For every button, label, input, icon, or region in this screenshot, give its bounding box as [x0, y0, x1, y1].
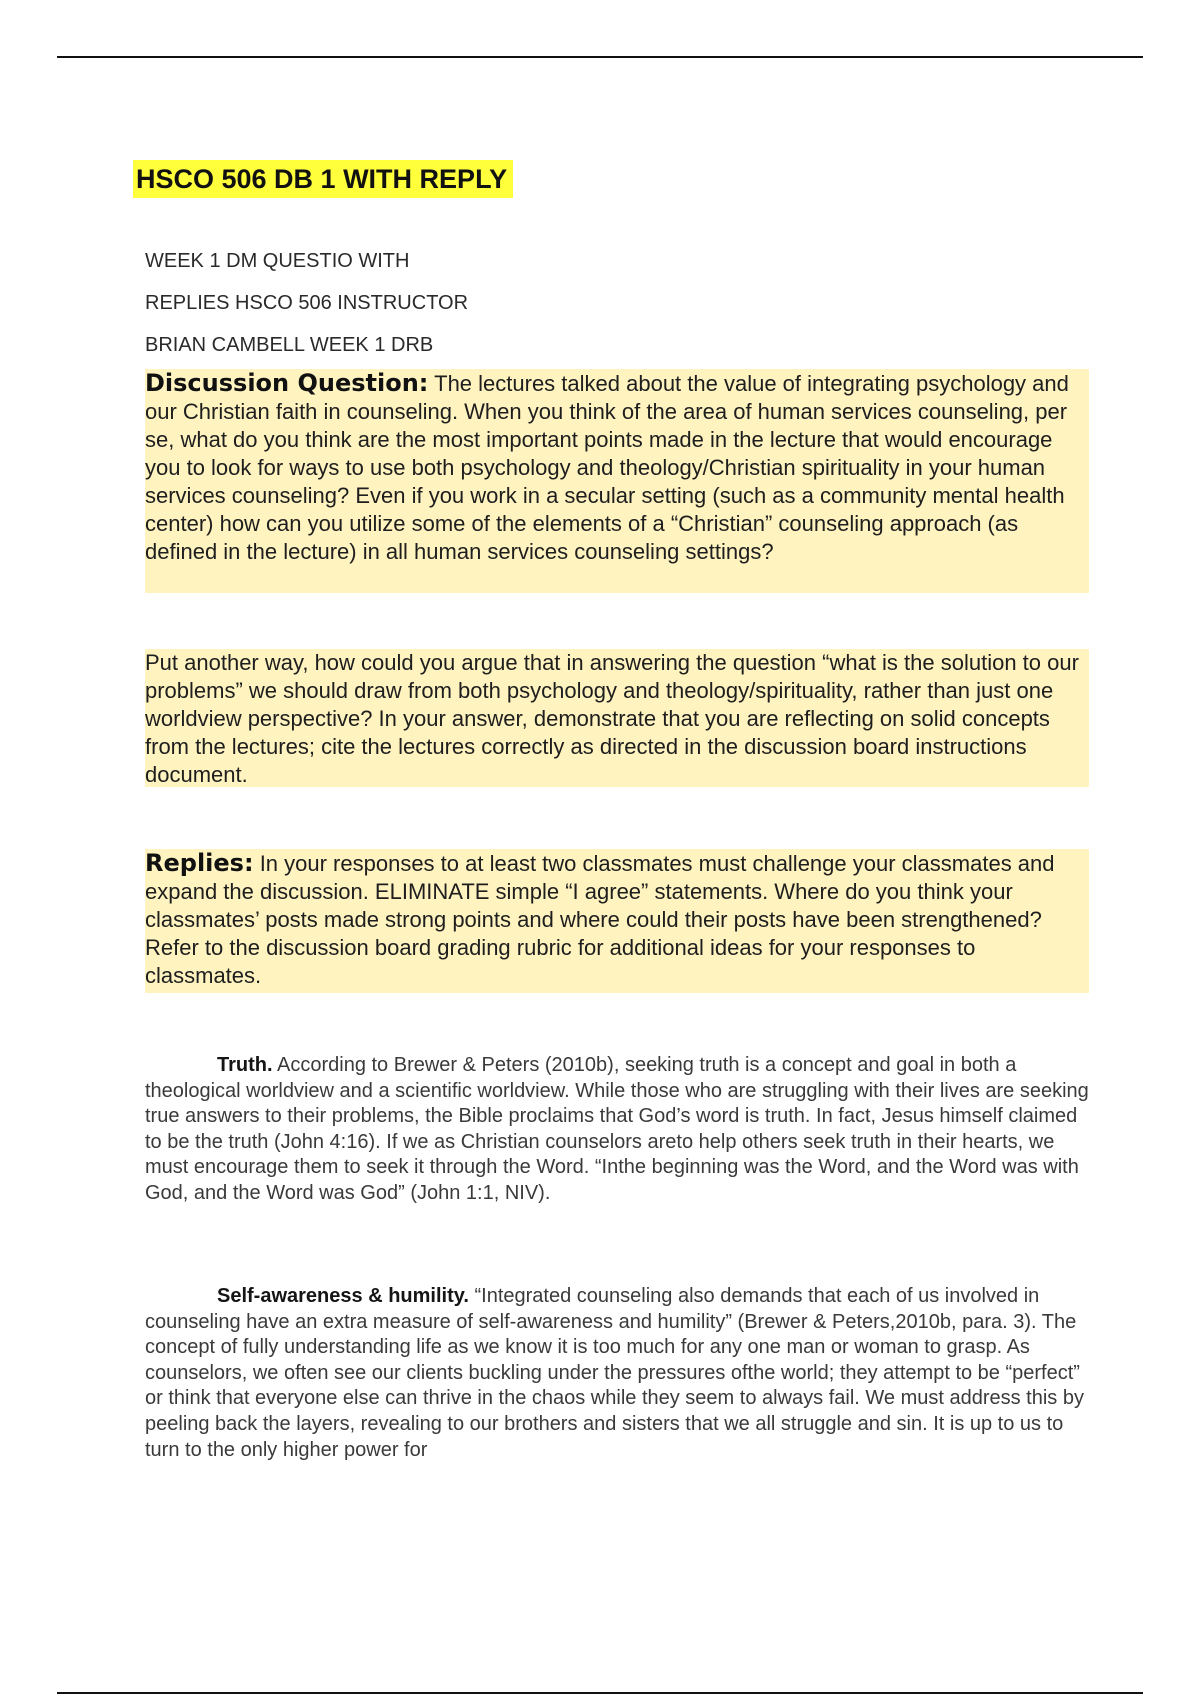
replies-box — [145, 849, 1089, 993]
header-line: BRIAN CAMBELL WEEK 1 DRB — [145, 334, 434, 356]
discussion-question-label: Discussion Question: — [145, 369, 429, 397]
replies-text: In your responses to at least two classmates must challenge your classmates and expand the discussion. ELIMINATE simple “I agree” statements. Where do you think your classmates’ posts made strong points and where could their posts have been strengthened? Refer to the discussion board grading rubric for additional ideas for your responses to classmates. — [145, 851, 1055, 988]
discussion-question-paragraph — [145, 369, 1089, 566]
replies-label: Replies: — [145, 849, 254, 877]
document-title: HSCO 506 DB 1 WITH REPLY — [133, 160, 513, 198]
replies-paragraph — [145, 849, 1089, 990]
put-another-way-box — [145, 649, 1089, 787]
truth-heading: Truth. — [217, 1054, 273, 1076]
bottom-rule — [57, 1692, 1143, 1694]
truth-text: According to Brewer & Peters (2010b), seeking truth is a concept and goal in both a theological worldview and a scientific worldview. While those who are struggling with their lives are seeking true answers to their problems, the Bible proclaims that God’s word is truth. In fact, Jesus himself claimed to be the truth (John 4:16). If we as Christian counselors areto help others seek truth in their hearts, we must encourage them to seek it through the Word. “Inthe beginning was the Word, and the Word was with God, and the Word was God” (John 1:1, NIV). — [145, 1054, 1089, 1204]
header-line: WEEK 1 DM QUESTIO WITH — [145, 250, 410, 272]
self-awareness-heading: Self-awareness & humility. — [217, 1285, 469, 1307]
truth-section — [145, 1053, 1090, 1207]
header-line: REPLIES HSCO 506 INSTRUCTOR — [145, 292, 469, 314]
discussion-question-text: The lectures talked about the value of integrating psychology and our Christian faith in counseling. When you think of the area of human services counseling, per se, what do you think are the most important points made in the lecture that would encourage you to look for ways to use both psychology and theology/Christian spirituality in your human services counseling? Even if you work in a secular setting (such as a community mental health center) how can you utilize some of the elements of a “Christian” counseling approach (as defined in the lecture) in all human services counseling settings? — [145, 371, 1069, 564]
top-rule — [57, 56, 1143, 58]
header-lines — [145, 240, 468, 366]
self-awareness-text: “Integrated counseling also demands that each of us involved in counseling have an extra measure of self-awareness and humility” (Brewer & Peters,2010b, para. 3). The concept of fully understanding life as we know it is too much for any one man or woman to grasp. As counselors, we often see our clients buckling under the pressures ofthe world; they attempt to be “perfect” or think that everyone else can thrive in the chaos while they seem to always fail. We must address this by peeling back the layers, revealing to our brothers and sisters that we all struggle and sin. It is up to us to turn to the only higher power for — [145, 1285, 1084, 1461]
put-another-way-text: Put another way, how could you argue that in answering the question “what is the solution to our problems” we should draw from both psychology and theology/spirituality, rather than just one worldview perspective? In your answer, demonstrate that you are reflecting on solid concepts from the lectures; cite the lectures correctly as directed in the discussion board instructions document. — [145, 650, 1079, 787]
self-awareness-section — [145, 1284, 1090, 1463]
discussion-question-box — [145, 369, 1089, 593]
